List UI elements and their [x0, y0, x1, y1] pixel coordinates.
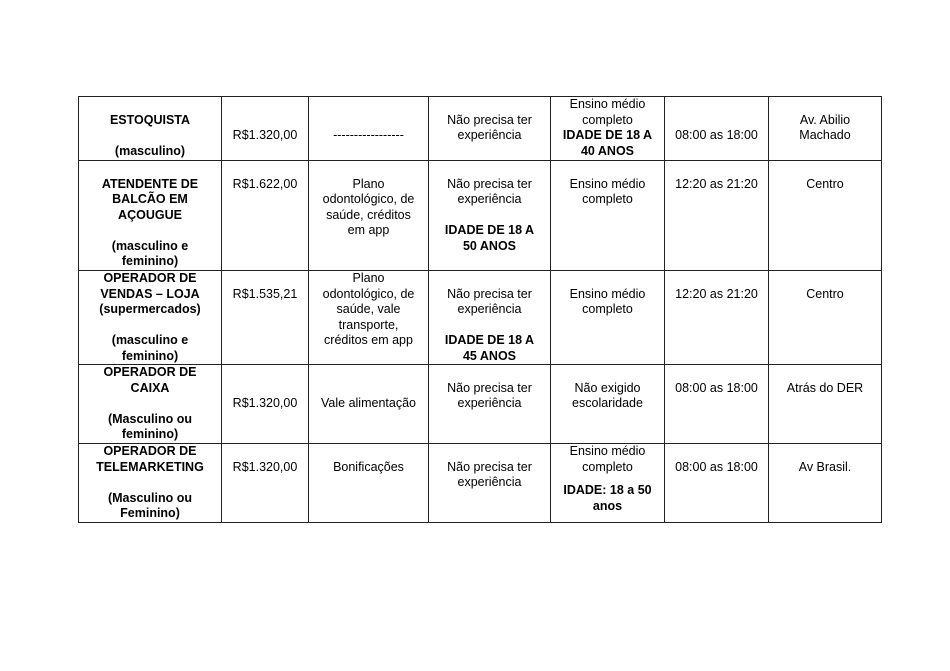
location-line: Av. Abilio [799, 112, 851, 127]
job-title-cell [79, 161, 222, 271]
benefits-line: odontológico, de [322, 286, 415, 301]
experience-line: experiência [457, 192, 522, 206]
experience-line: experiência [457, 128, 522, 142]
job-gender: feminino) [121, 348, 179, 363]
job-title: VENDAS – LOJA [100, 286, 200, 301]
experience-line: experiência [457, 396, 522, 410]
salary-cell [222, 271, 309, 365]
benefits-cell [309, 161, 429, 271]
job-title: ESTOQUISTA [109, 112, 191, 127]
benefits-cell [309, 97, 429, 161]
benefits-line: saúde, créditos [326, 207, 411, 222]
education-line: Não exigido [574, 380, 641, 395]
experience-line: Não precisa ter [447, 380, 532, 395]
job-gender: (masculino e [111, 238, 189, 253]
location-cell [769, 444, 882, 523]
salary: R$1.320,00 [232, 128, 298, 142]
salary: R$1.320,00 [232, 396, 298, 410]
salary-cell [222, 97, 309, 161]
location-line: Av Brasil. [798, 459, 852, 474]
education-line: Ensino médio [569, 97, 646, 111]
benefits-line: em app [347, 223, 390, 237]
benefits-cell [309, 444, 429, 523]
job-gender: (masculino e [111, 333, 189, 347]
job-gender: (Masculino ou [107, 490, 193, 505]
job-title: OPERADOR DE [103, 365, 197, 379]
education-cell [551, 444, 665, 523]
age-requirement: 45 ANOS [462, 348, 517, 363]
age-requirement: IDADE DE 18 A [562, 128, 653, 142]
benefits-cell [309, 365, 429, 444]
job-listings-table [78, 96, 882, 523]
experience-cell [429, 365, 551, 444]
job-title-cell [79, 365, 222, 444]
benefits-line: Vale alimentação [321, 396, 416, 410]
location-line: Machado [799, 128, 851, 142]
benefits-line: Bonificações [333, 459, 404, 474]
job-gender: (masculino) [114, 143, 186, 158]
salary: R$1.320,00 [232, 459, 298, 474]
job-title-cell [79, 97, 222, 161]
hours-cell [665, 161, 769, 271]
hours-cell [665, 365, 769, 444]
job-title-cell [79, 271, 222, 365]
location-cell [769, 271, 882, 365]
benefits-cell [309, 271, 429, 365]
job-title: (supermercados) [99, 302, 201, 316]
job-title: OPERADOR DE [103, 271, 197, 285]
location-cell [769, 161, 882, 271]
age-requirement: IDADE: 18 a 50 [563, 483, 652, 497]
location-cell [769, 365, 882, 444]
salary-cell [222, 161, 309, 271]
hours-cell [665, 271, 769, 365]
job-title: CAIXA [130, 380, 170, 395]
table-row [79, 97, 882, 161]
benefits-line: saúde, vale [336, 302, 401, 316]
job-gender: feminino) [121, 254, 179, 268]
experience-cell [429, 271, 551, 365]
education-cell [551, 271, 665, 365]
location-line: Centro [806, 176, 844, 191]
benefits-line: Plano [352, 176, 385, 191]
experience-line: Não precisa ter [447, 176, 532, 191]
education-line: completo [582, 302, 633, 316]
benefits-line: transporte, [338, 317, 399, 332]
education-line: completo [582, 112, 633, 127]
age-requirement: anos [592, 498, 623, 513]
table-row [79, 444, 882, 523]
age-requirement: IDADE DE 18 A [444, 223, 535, 237]
table-row [79, 365, 882, 444]
education-line: escolaridade [572, 396, 643, 410]
salary-cell [222, 365, 309, 444]
education-line: completo [582, 459, 633, 474]
age-requirement: 50 ANOS [462, 238, 517, 253]
location-line: Centro [806, 286, 844, 301]
benefits-line: ----------------- [333, 128, 404, 142]
experience-line: Não precisa ter [447, 112, 532, 127]
education-cell [551, 97, 665, 161]
hours-cell [665, 444, 769, 523]
experience-cell [429, 97, 551, 161]
experience-cell [429, 444, 551, 523]
job-title: AÇOUGUE [118, 207, 182, 222]
age-requirement: IDADE DE 18 A [444, 333, 535, 347]
work-hours: 12:20 as 21:20 [675, 286, 758, 301]
location-cell [769, 97, 882, 161]
work-hours: 08:00 as 18:00 [675, 380, 758, 395]
salary-cell [222, 444, 309, 523]
table-row [79, 161, 882, 271]
job-title: TELEMARKETING [96, 459, 204, 474]
hours-cell [665, 97, 769, 161]
experience-line: experiência [457, 475, 522, 489]
job-title: ATENDENTE DE [101, 176, 199, 191]
job-gender: Feminino) [120, 506, 180, 520]
experience-cell [429, 161, 551, 271]
work-hours: 08:00 as 18:00 [675, 459, 758, 474]
education-line: Ensino médio [569, 176, 646, 191]
age-requirement: 40 ANOS [580, 143, 635, 158]
education-line: Ensino médio [569, 444, 646, 458]
job-title: OPERADOR DE [103, 444, 197, 458]
experience-line: Não precisa ter [447, 286, 532, 301]
education-cell [551, 161, 665, 271]
salary: R$1.622,00 [232, 176, 298, 191]
work-hours: 08:00 as 18:00 [675, 128, 758, 142]
benefits-line: créditos em app [324, 333, 413, 347]
table-row [79, 271, 882, 365]
education-cell [551, 365, 665, 444]
benefits-line: Plano [352, 271, 385, 285]
location-line: Atrás do DER [786, 380, 864, 395]
job-title-cell [79, 444, 222, 523]
job-gender: (Masculino ou [107, 411, 193, 426]
work-hours: 12:20 as 21:20 [675, 176, 758, 191]
experience-line: Não precisa ter [447, 459, 532, 474]
job-gender: feminino) [121, 427, 179, 441]
education-line: completo [582, 192, 633, 206]
benefits-line: odontológico, de [322, 192, 415, 206]
job-title: BALCÃO EM [112, 192, 188, 206]
salary: R$1.535,21 [232, 286, 298, 301]
education-line: Ensino médio [569, 286, 646, 301]
experience-line: experiência [457, 302, 522, 316]
